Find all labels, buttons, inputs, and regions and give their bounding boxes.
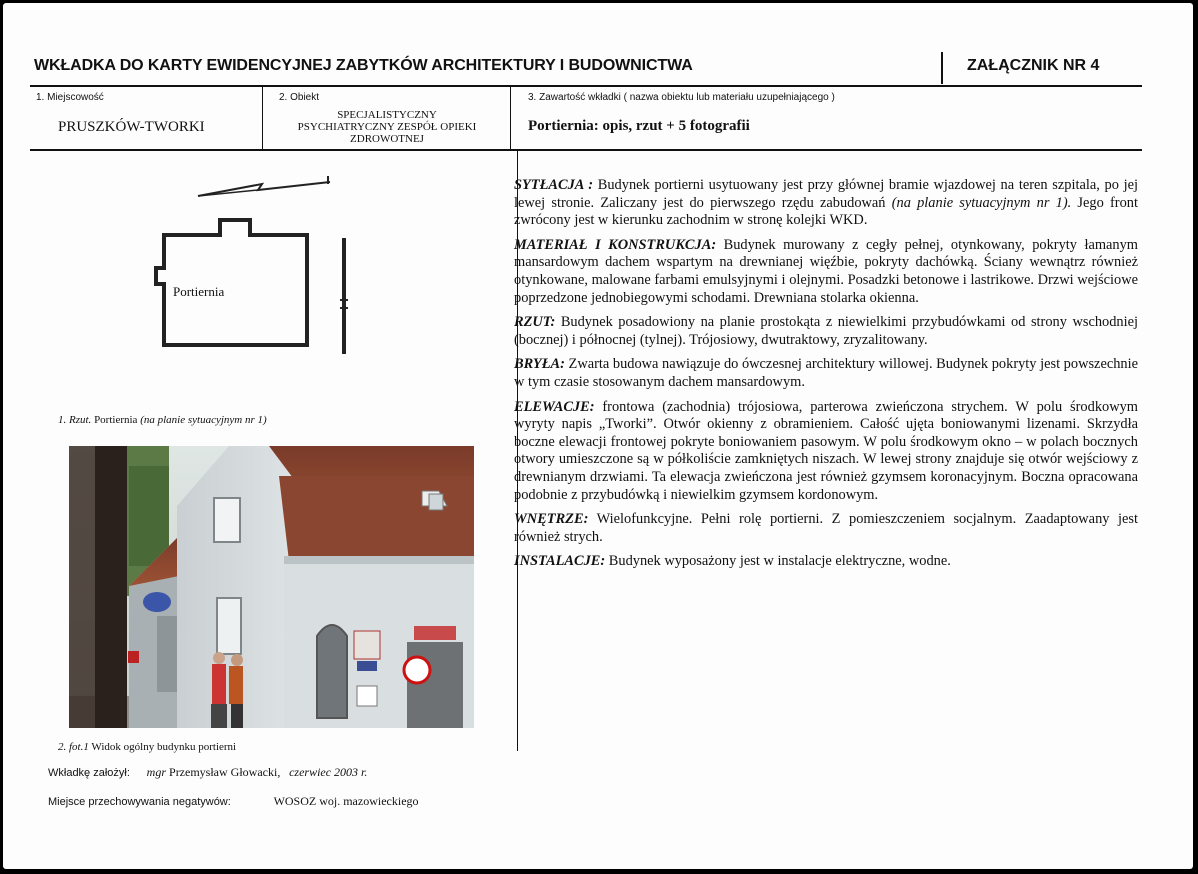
section-body: Budynek murowany z cegły pełnej, otynkowany, pokryty łamanym mansardowym dachem wspartym na drewnianej więźbie, pokryty dachówką. Ściany wewnątrz również otynkowane, malowane farbami emulsyjnymi i olejnymi. Posadzki betonowe i lastrikowe. Drzwi wejściowe poprzedzone jednobiegowymi schodami. Drewniana stolarka okienna. bbox=[514, 236, 1138, 306]
storage-value: WOSOZ woj. mazowieckiego bbox=[273, 794, 419, 808]
section-heading: WNĘTRZE: bbox=[514, 511, 589, 528]
section-plan bbox=[514, 314, 1138, 349]
section-heading: INSTALACJE: bbox=[514, 553, 606, 570]
object-value-line: SPECJALISTYCZNY bbox=[337, 109, 437, 121]
section-heading: RZUT: bbox=[514, 314, 556, 331]
author-line bbox=[48, 765, 367, 780]
content-label: 3. Zawartość wkładki ( nazwa obiektu lub materiału uzupełniającego ) bbox=[528, 92, 835, 103]
section-situation bbox=[514, 177, 1138, 230]
field-divider-1 bbox=[262, 87, 263, 150]
section-body: Budynek posadowiony na planie prostokąta z niewielkimi przybudówkami od strony wschodniej (bocznej) i północnej (tylnej). Trójosiowy, dwutraktowy, zryzalitowany. bbox=[514, 314, 1138, 348]
object-value-line: PSYCHIATRYCZNY ZESPÓŁ OPIEKI bbox=[297, 121, 477, 133]
annex-number: ZAŁĄCZNIK NR 4 bbox=[967, 57, 1100, 74]
floor-plan bbox=[140, 168, 370, 368]
plan-caption-main: Portiernia bbox=[91, 414, 141, 426]
author-label: Wkładkę założył: bbox=[48, 767, 130, 779]
section-mass bbox=[514, 356, 1138, 391]
plan-caption-prefix: 1. Rzut. bbox=[58, 414, 92, 426]
content-value: Portiernia: opis, rzut + 5 fotografii bbox=[528, 118, 750, 134]
object-label: 2. Obiekt bbox=[279, 92, 320, 103]
section-body: frontowa (zachodnia) trójosiowa, parterowa zwieńczona strychem. W polu środkowym wyryty napis „Tworki”. Otwór okienny z obramieniem. Całość ujęta boniowanymi lizenami. Skrzydła boczne elewacji frontowej pokryte boniowaniem pasowym. W polu środkowym okno – w polach bocznych otwory umieszczone są w półkoliście zamkniętych niszach. W lewej strony znajduje się otwór wejściowy z drewnianym drzwiami. Ta elewacja zwieńczona jest również gzymsem koronacyjnym. Boczna opracowana podobnie z przybudówką i niewielkim gzymsem kordonowym. bbox=[514, 398, 1138, 503]
header-rule bbox=[30, 85, 1142, 87]
section-body: Wielofunkcyjne. Pełni rolę portierni. Z pomieszczeniem socjalnym. Zaadaptowany jest również strych. bbox=[514, 511, 1138, 545]
locality-value: PRUSZKÓW-TWORKI bbox=[58, 119, 205, 135]
section-body: Budynek portierni usytuowany jest przy głównej bramie wjazdowej na teren szpitala, po jej lewej stronie. Zaliczany jest do pierwszego rzędu zabudowań bbox=[514, 177, 1138, 211]
section-heading: BRYŁA: bbox=[514, 356, 565, 373]
author-date: czerwiec 2003 r. bbox=[289, 765, 368, 779]
photo-caption-main: Widok ogólny budynku portierni bbox=[88, 741, 237, 753]
plan-room-label: Portiernia bbox=[173, 284, 225, 299]
section-heading: MATERIAŁ I KONSTRUKCJA: bbox=[514, 236, 717, 253]
header-divider bbox=[941, 52, 943, 84]
north-arrow-icon bbox=[198, 176, 330, 196]
section-body: Zwarta budowa nawiązuje do ówczesnej architektury willowej. Budynek pokryty jest powszechnie w tym czasie stosowanym dachem mansardowym. bbox=[514, 356, 1138, 390]
field-divider-2 bbox=[510, 87, 511, 150]
plan-caption bbox=[58, 414, 267, 426]
section-interior bbox=[514, 511, 1138, 546]
section-heading: SYTŁACJA : bbox=[514, 177, 594, 193]
section-heading: ELEWACJE: bbox=[514, 398, 595, 415]
section-body-tail: Jego front zwrócony jest w kierunku zachodnim w stronę kolejki WKD. bbox=[514, 194, 1138, 229]
section-body-italic: (na planie sytuacyjnym nr 1). bbox=[891, 194, 1072, 211]
section-material bbox=[514, 237, 1138, 307]
author-title: mgr bbox=[146, 765, 167, 779]
author-name: Przemysław Głowacki, bbox=[166, 765, 281, 779]
photo-caption bbox=[58, 741, 236, 753]
section-body: Budynek wyposażony jest w instalacje elektryczne, wodne. bbox=[605, 553, 951, 570]
object-value bbox=[265, 109, 509, 147]
locality-label: 1. Miejscowość bbox=[36, 92, 104, 103]
storage-line bbox=[48, 794, 419, 809]
photo-caption-prefix: 2. fot.1 bbox=[58, 741, 89, 753]
section-installations bbox=[514, 553, 1138, 571]
section-elevations bbox=[514, 399, 1138, 505]
storage-label: Miejsce przechowywania negatywów: bbox=[48, 796, 231, 808]
plan-caption-suffix: (na planie sytuacyjnym nr 1) bbox=[140, 414, 267, 426]
description-text bbox=[514, 177, 1138, 578]
fields-rule bbox=[30, 149, 1142, 151]
object-value-line: ZDROWOTNEJ bbox=[350, 133, 424, 145]
building-photo bbox=[69, 446, 474, 728]
document-title: WKŁADKA DO KARTY EWIDENCYJNEJ ZABYTKÓW ARCHITEKTURY I BUDOWNICTWA bbox=[34, 57, 693, 74]
